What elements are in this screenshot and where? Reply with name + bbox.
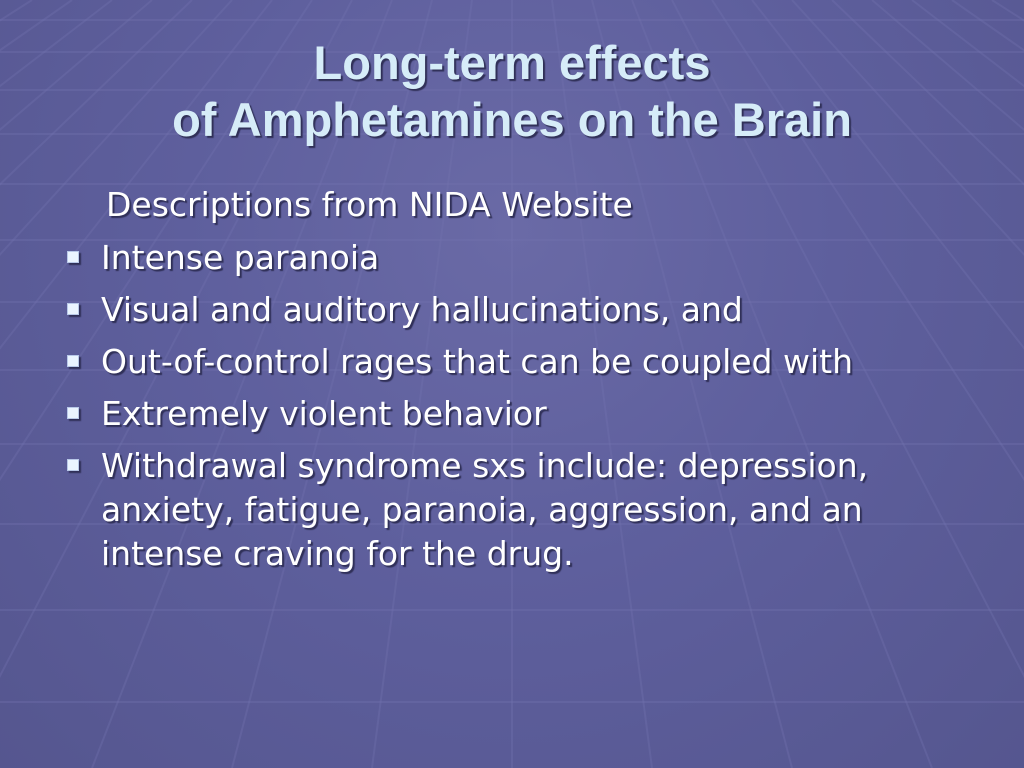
square-bullet-icon	[67, 355, 79, 367]
slide-subtitle: Descriptions from NIDA Website	[106, 185, 633, 224]
bullet-text: Visual and auditory hallucinations, and	[101, 290, 743, 329]
bullet-text: Withdrawal syndrome sxs include: depression, anxiety, fatigue, paranoia, aggression, and an intense craving for the drug.	[101, 446, 869, 573]
square-bullet-icon	[67, 303, 79, 315]
bullet-item	[62, 236, 962, 280]
bullet-item	[62, 340, 962, 384]
square-bullet-icon	[67, 251, 79, 263]
bullet-list	[62, 236, 962, 584]
bullet-text: Out-of-control rages that can be coupled with	[101, 342, 853, 381]
bullet-text: Intense paranoia	[101, 238, 380, 277]
bullet-item	[62, 392, 962, 436]
bullet-item	[62, 444, 962, 576]
bullet-item	[62, 288, 962, 332]
bullet-text: Extremely violent behavior	[101, 394, 547, 433]
square-bullet-icon	[67, 407, 79, 419]
title-line-1: Long-term effects	[313, 36, 711, 89]
title-line-2: of Amphetamines on the Brain	[172, 93, 852, 146]
square-bullet-icon	[67, 459, 79, 471]
slide-title	[0, 34, 1024, 148]
